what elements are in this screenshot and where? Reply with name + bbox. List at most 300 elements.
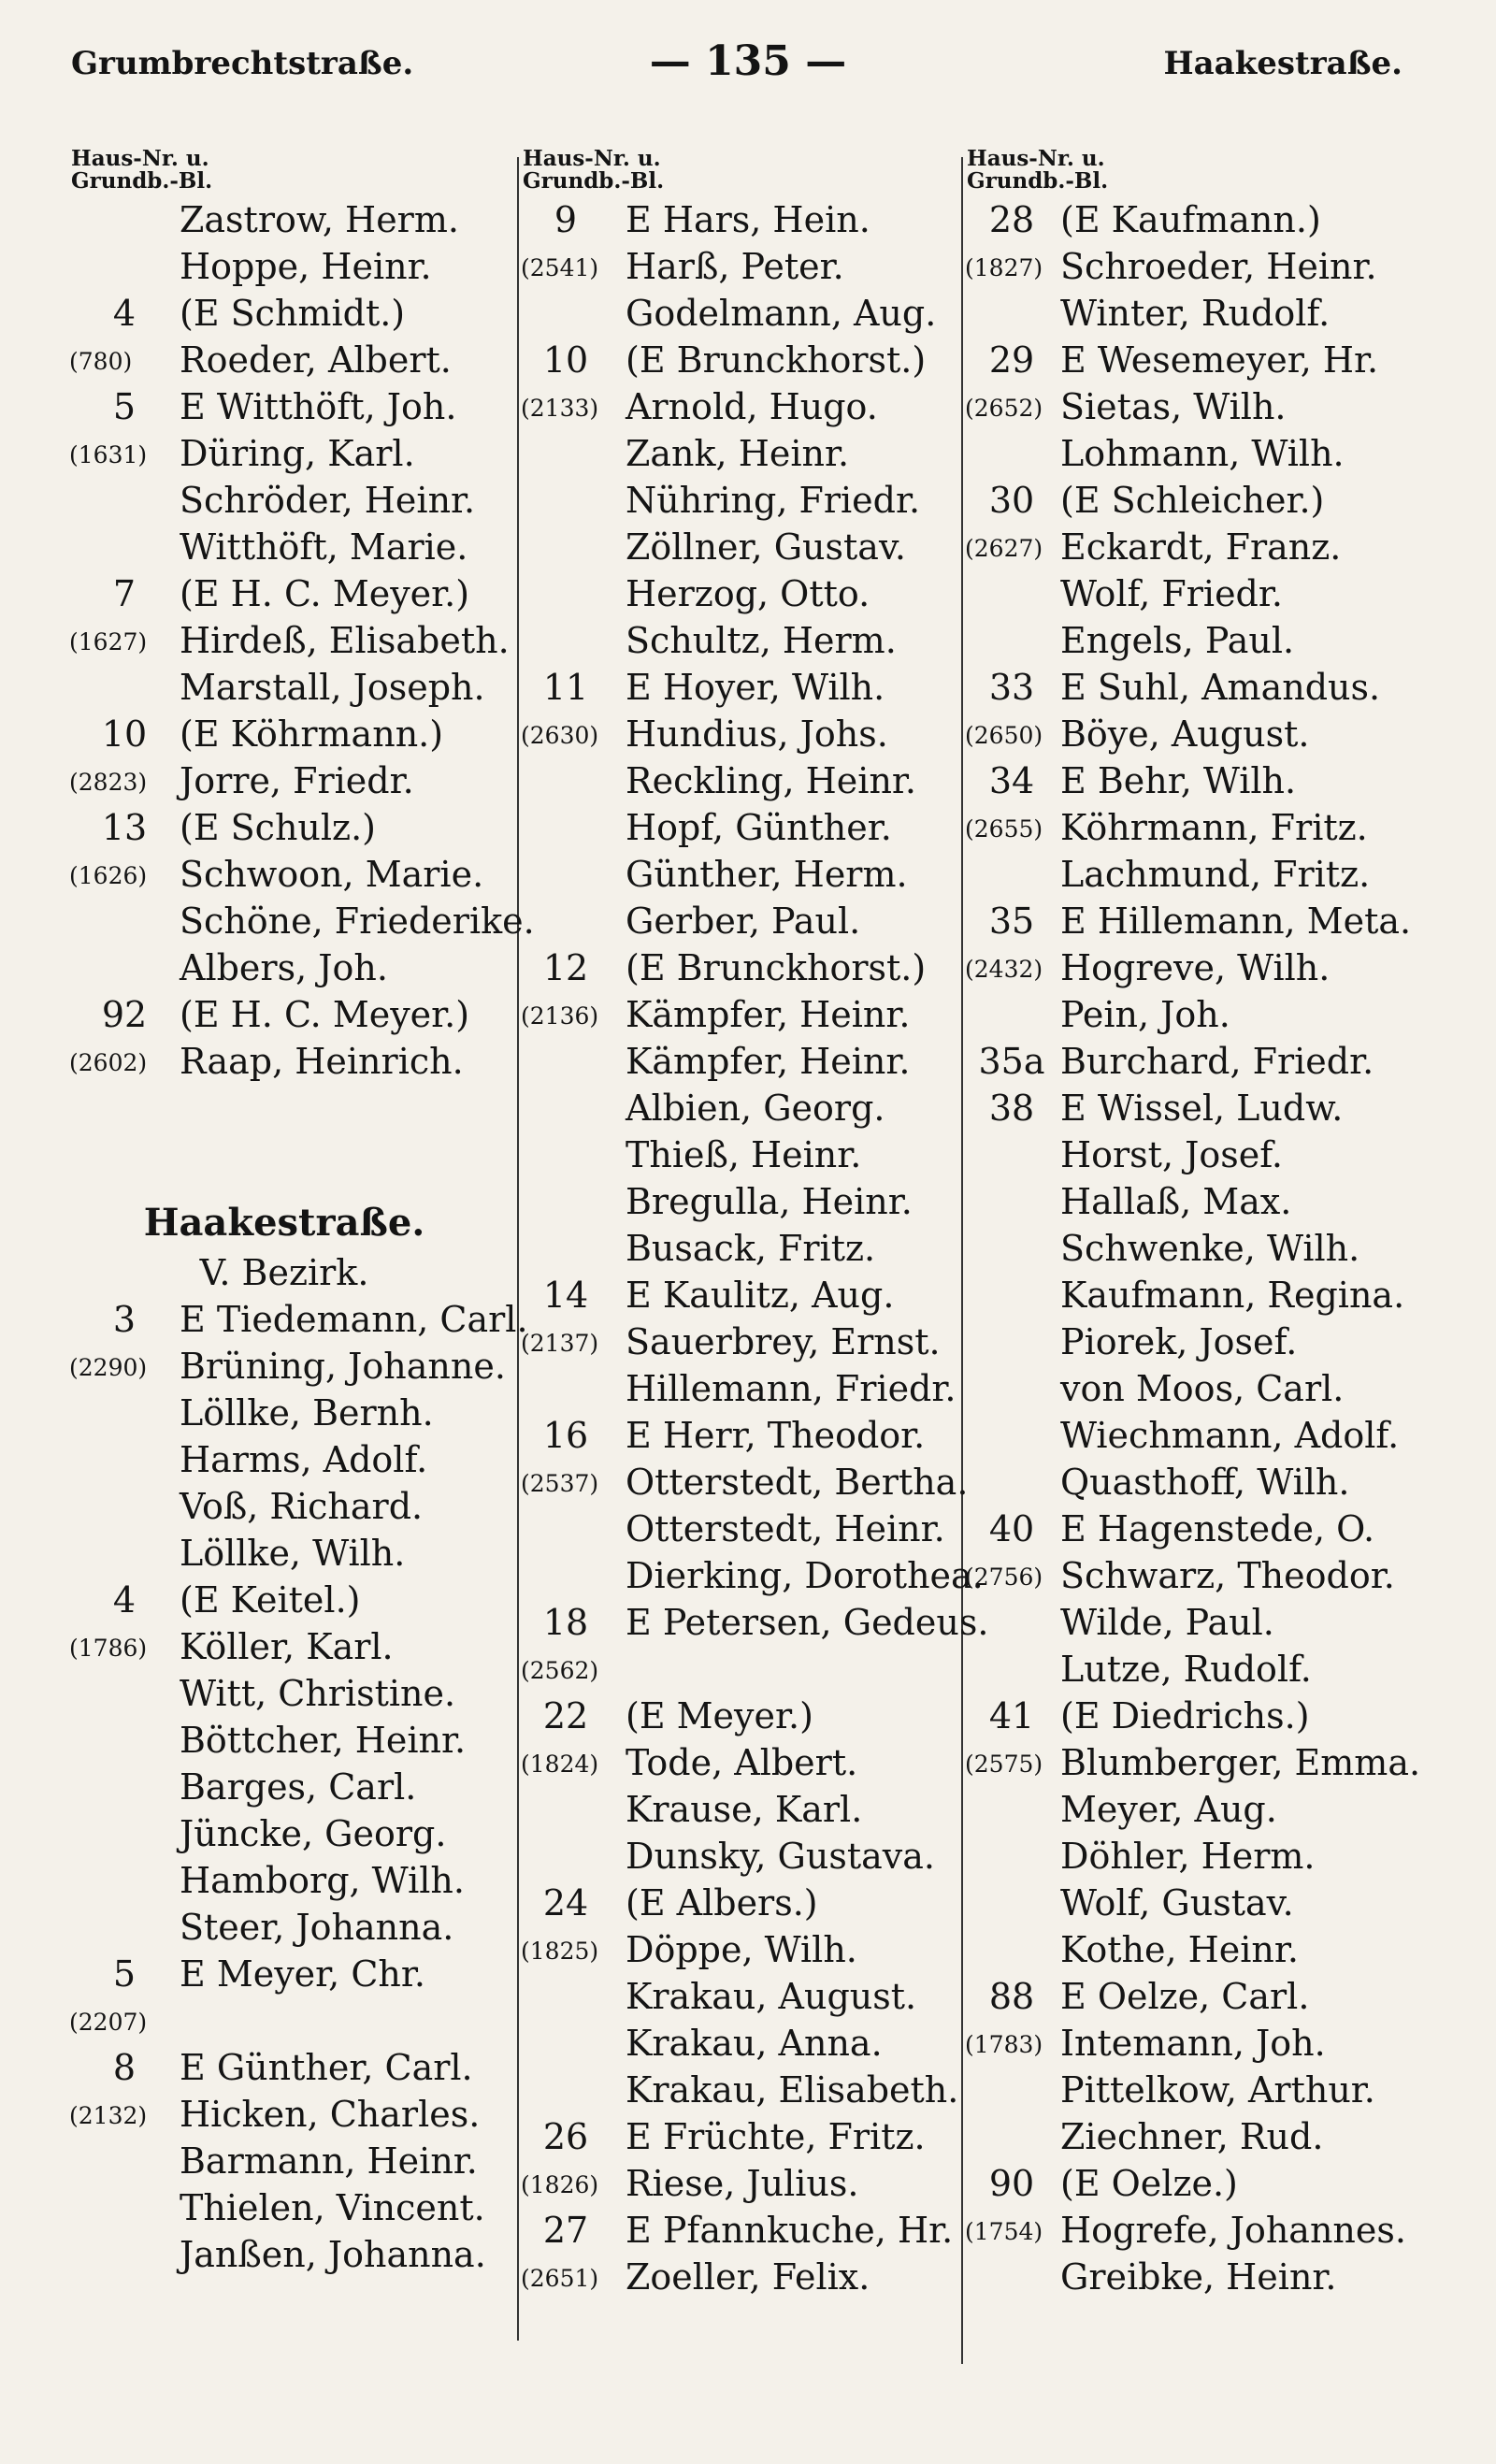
land-register-number: (1825) [521,1938,599,1965]
resident-name: Otterstedt, Bertha. [626,1462,969,1503]
resident-name: Schroeder, Heinr. [1060,246,1377,287]
directory-entry [965,664,1451,711]
directory-entry [521,617,979,664]
resident-name: Böttcher, Heinr. [180,1720,467,1761]
resident-name: Sietas, Wilh. [1060,386,1287,427]
land-register-number: (1626) [69,862,148,889]
directory-entry [69,1577,527,1623]
resident-name: E Günther, Carl. [180,2047,473,2088]
resident-name: E Hars, Hein. [626,199,870,240]
directory-entry [69,430,527,477]
directory-entry [521,1131,979,1178]
resident-name: Hogrefe, Johannes. [1060,2210,1406,2251]
house-number: 13 [101,807,148,848]
resident-name: (E Brunckhorst.) [626,339,927,381]
directory-entry [521,2067,979,2113]
directory-entry [69,1390,527,1436]
resident-name: Pittelkow, Arthur. [1060,2069,1375,2111]
directory-entry [521,1459,979,1506]
resident-name: E Tiedemann, Carl. [180,1299,528,1340]
land-register-number: (2655) [965,815,1043,843]
house-number: 35a [978,1041,1045,1082]
house-number: 10 [542,339,589,381]
directory-entry [521,290,979,337]
resident-name: Nühring, Friedr. [626,480,921,521]
resident-name: Roeder, Albert. [180,339,452,381]
resident-name: Krakau, Anna. [626,2023,883,2064]
resident-name: Hicken, Charles. [180,2094,481,2135]
resident-name: Godelmann, Aug. [626,293,937,334]
section-title: Haakestraße. [143,1201,425,1245]
directory-entry [965,757,1451,804]
resident-name: Kothe, Heinr. [1060,1929,1299,1970]
directory-entry [69,570,527,617]
land-register-number: (2537) [521,1470,599,1497]
resident-name: Raap, Heinrich. [180,1041,464,1082]
land-register-number: (780) [69,348,133,375]
page-number: — 135 — [649,37,847,85]
directory-entry [965,337,1451,383]
directory-entry [69,2184,527,2231]
directory-entry [965,1178,1451,1225]
house-number: 11 [542,667,589,708]
directory-entry [965,2207,1451,2254]
resident-name: Löllke, Wilh. [180,1533,406,1574]
resident-name: Harms, Adolf. [180,1439,428,1480]
directory-entry [521,2113,979,2160]
resident-name: E Oelze, Carl. [1060,1976,1310,2017]
directory-entry [69,524,527,570]
resident-name: (E Meyer.) [626,1695,813,1736]
directory-entry [69,1530,527,1577]
directory-entry [521,1739,979,1786]
resident-name: Riese, Julius. [626,2163,859,2204]
resident-name: Dunsky, Gustava. [626,1836,935,1877]
directory-entry [521,1552,984,1599]
directory-entry [521,2020,979,2067]
directory-entry [521,1225,979,1272]
land-register-number: (2627) [965,535,1043,562]
resident-name: Böye, August. [1060,713,1310,755]
land-register-number: (2756) [965,1563,1043,1591]
resident-name: Köller, Karl. [180,1626,394,1667]
directory-entry [521,1506,979,1552]
directory-entry [521,1365,979,1412]
resident-name: (E Oelze.) [1060,2163,1238,2204]
house-number: 30 [988,480,1035,521]
resident-name: Wilde, Paul. [1060,1602,1274,1643]
house-number: 26 [542,2116,589,2157]
land-register-number: (2132) [69,2102,148,2129]
resident-name: Thielen, Vincent. [180,2187,485,2228]
resident-name: von Moos, Carl. [1060,1368,1345,1409]
house-number: 28 [988,199,1035,240]
resident-name: Witthöft, Marie. [180,526,468,568]
resident-name: E Herr, Theodor. [626,1415,926,1456]
directory-entry [69,1764,527,1810]
land-register-number: (2650) [965,722,1043,749]
resident-name: E Meyer, Chr. [180,1953,425,1995]
directory-entry [521,1318,979,1365]
land-register-number: (2136) [521,1002,599,1030]
directory-entry [69,898,535,944]
house-number: 8 [112,2047,137,2088]
directory-entry [521,1272,979,1318]
house-number: 34 [988,760,1035,801]
directory-entry [521,196,979,243]
resident-name: Hirdeß, Elisabeth. [180,620,510,661]
directory-entry [521,1085,979,1131]
column-header: Haus-Nr. u. Grundb.-Bl. [967,146,1109,194]
resident-name: Günther, Herm. [626,854,908,895]
column-3 [965,148,1451,2300]
resident-name: (E Diedrichs.) [1060,1695,1310,1736]
resident-name: Ziechner, Rud. [1060,2116,1324,2157]
directory-entry [521,804,979,851]
directory-entry [965,1365,1451,1412]
resident-name: E Witthöft, Joh. [180,386,457,427]
entry-list [69,1296,527,2278]
directory-entry [965,290,1451,337]
resident-name: Schröder, Heinr. [180,480,476,521]
land-register-number: (2652) [965,395,1043,422]
land-register-number: (2207) [69,2009,148,2036]
resident-name: Quasthoff, Wilh. [1060,1462,1350,1503]
resident-name: Albien, Georg. [626,1088,885,1129]
directory-entry [69,1997,527,2044]
directory-entry [965,1599,1451,1646]
land-register-number: (2290) [69,1354,148,1381]
resident-name: Wolf, Friedr. [1060,573,1283,614]
resident-name: Hogreve, Wilh. [1060,947,1331,988]
directory-entry [521,1833,979,1880]
directory-entry [69,1857,527,1904]
directory-entry [69,1038,527,1085]
directory-entry [965,1693,1451,1739]
directory-entry [69,757,527,804]
directory-entry [965,1318,1451,1365]
land-register-number: (1754) [965,2218,1043,2245]
directory-entry [69,2138,527,2184]
resident-name: (E Köhrmann.) [180,713,444,755]
directory-entry [69,1904,527,1951]
resident-name: Hallaß, Max. [1060,1181,1292,1222]
house-number: 9 [554,199,578,240]
directory-entry [69,851,527,898]
house-number: 12 [542,947,589,988]
house-number: 29 [988,339,1035,381]
resident-name: Löllke, Bernh. [180,1392,434,1434]
resident-name: (E Brunckhorst.) [626,947,927,988]
directory-entry [521,1693,979,1739]
resident-name: Voß, Richard. [180,1486,424,1527]
resident-name: (E H. C. Meyer.) [180,573,470,614]
resident-name: Kämpfer, Heinr. [626,994,911,1035]
directory-entry [965,1739,1451,1786]
resident-name: E Hoyer, Wilh. [626,667,885,708]
directory-entry [965,617,1451,664]
resident-name: Brüning, Johanne. [180,1346,506,1387]
directory-entry [521,477,979,524]
directory-entry [521,383,979,430]
directory-entry [521,524,979,570]
resident-name: Albers, Joh. [180,947,388,988]
resident-name: Gerber, Paul. [626,901,861,942]
directory-entry [521,1926,979,1973]
resident-name: Meyer, Aug. [1060,1789,1277,1830]
house-number: 7 [112,573,137,614]
entry-list [965,196,1451,2300]
directory-entry [521,757,979,804]
resident-name: Blumberger, Emma. [1060,1742,1421,1783]
directory-entry [521,944,979,991]
directory-entry [965,711,1451,757]
directory-entry [69,1296,527,1343]
land-register-number: (1627) [69,628,148,656]
directory-entry [521,1973,979,2020]
resident-name: Otterstedt, Heinr. [626,1508,945,1549]
land-register-number: (2432) [965,956,1043,983]
house-number: 5 [112,1953,137,1995]
land-register-number: (1826) [521,2171,599,2198]
directory-entry [965,1038,1451,1085]
house-number: 5 [112,386,137,427]
directory-entry [965,1786,1451,1833]
resident-name: E Früchte, Fritz. [626,2116,926,2157]
resident-name: Schwarz, Theodor. [1060,1555,1395,1596]
land-register-number: (2651) [521,2265,599,2292]
directory-entry [965,1412,1451,1459]
resident-name: (E Schleicher.) [1060,480,1325,521]
directory-entry [965,1085,1451,1131]
directory-entry [521,1599,989,1646]
directory-entry [965,477,1451,524]
house-number: 16 [542,1415,589,1456]
house-number: 88 [988,1976,1035,2017]
directory-entry [965,196,1451,243]
resident-name: Barmann, Heinr. [180,2140,478,2182]
resident-name: Zastrow, Herm. [180,199,459,240]
directory-entry [521,664,979,711]
resident-name: Piorek, Josef. [1060,1321,1298,1362]
directory-entry [965,804,1451,851]
resident-name: Thieß, Heinr. [626,1134,862,1175]
directory-entry [965,1926,1451,1973]
resident-name: Hamborg, Wilh. [180,1860,465,1901]
directory-entry [965,1880,1451,1926]
directory-entry [69,617,527,664]
directory-entry [69,337,527,383]
directory-entry [69,477,527,524]
resident-name: Wolf, Gustav. [1060,1882,1294,1924]
resident-name: Eckardt, Franz. [1060,526,1342,568]
resident-name: E Suhl, Amandus. [1060,667,1381,708]
resident-name: Witt, Christine. [180,1673,456,1714]
house-number: 22 [542,1695,589,1736]
resident-name: Tode, Albert. [626,1742,858,1783]
resident-name: Hillemann, Friedr. [626,1368,957,1409]
entry-list [69,196,535,1085]
directory-entry [521,898,979,944]
resident-name: Hoppe, Heinr. [180,246,432,287]
house-number: 38 [988,1088,1035,1129]
resident-name: Intemann, Joh. [1060,2023,1326,2064]
resident-name: (E Keitel.) [180,1579,361,1621]
column-1 [69,146,535,2278]
resident-name: Reckling, Heinr. [626,760,916,801]
directory-entry [965,243,1451,290]
directory-entry [965,898,1451,944]
directory-entry [69,243,527,290]
directory-entry [69,196,527,243]
resident-name: Lachmund, Fritz. [1060,854,1371,895]
directory-entry [521,711,979,757]
resident-name: Steer, Johanna. [180,1907,454,1948]
resident-name: E Petersen, Gedeus. [626,1602,989,1643]
directory-entry [521,1178,979,1225]
directory-entry [965,2254,1451,2300]
directory-entry [521,2254,979,2300]
house-number: 24 [542,1882,589,1924]
resident-name: E Pfannkuche, Hr. [626,2210,954,2251]
resident-name: Herzog, Otto. [626,573,870,614]
column-header: Haus-Nr. u. Grundb.-Bl. [523,146,665,194]
resident-name: Lutze, Rudolf. [1060,1649,1312,1690]
directory-entry [965,2160,1451,2207]
directory-entry [521,243,979,290]
directory-entry [521,1646,979,1693]
directory-entry [69,383,527,430]
directory-entry [965,2067,1451,2113]
directory-entry [521,2160,979,2207]
directory-entry [521,337,979,383]
resident-name: Döhler, Herm. [1060,1836,1316,1877]
land-register-number: (1827) [965,254,1043,281]
land-register-number: (1631) [69,441,148,468]
resident-name: Lohmann, Wilh. [1060,433,1345,474]
resident-name: Schöne, Friederike. [180,901,535,942]
directory-entry [965,1973,1451,2020]
resident-name: Arnold, Hugo. [626,386,878,427]
house-number: 33 [988,667,1035,708]
directory-entry [521,991,979,1038]
directory-entry [965,1225,1451,1272]
directory-entry [69,2091,527,2138]
resident-name: Marstall, Joseph. [180,667,485,708]
resident-name: Engels, Paul. [1060,620,1295,661]
directory-entry [69,1810,527,1857]
directory-entry [965,1131,1451,1178]
land-register-number: (1783) [965,2031,1043,2058]
resident-name: Krakau, August. [626,1976,917,2017]
land-register-number: (2575) [965,1751,1043,1778]
resident-name: Barges, Carl. [180,1766,417,1808]
resident-name: Greibke, Heinr. [1060,2256,1337,2298]
directory-entry [69,664,527,711]
directory-entry [965,851,1451,898]
resident-name: Hopf, Günther. [626,807,892,848]
directory-entry [965,1833,1451,1880]
entry-list [521,196,989,2300]
directory-entry [69,711,527,757]
resident-name: (E Schmidt.) [180,293,406,334]
resident-name: E Hagenstede, O. [1060,1508,1375,1549]
directory-entry [965,1552,1451,1599]
house-number: 35 [988,901,1035,942]
resident-name: (E Albers.) [626,1882,818,1924]
directory-entry [69,1436,527,1483]
section-subtitle: V. Bezirk. [199,1252,369,1293]
directory-entry [521,1038,979,1085]
directory-entry [521,1880,979,1926]
directory-entry [965,1506,1451,1552]
resident-name: Schultz, Herm. [626,620,897,661]
resident-name: Dierking, Dorothea. [626,1555,984,1596]
directory-entry [965,524,1451,570]
directory-entry [965,1272,1451,1318]
directory-entry [965,430,1451,477]
resident-name: Wiechmann, Adolf. [1060,1415,1400,1456]
directory-entry [521,1412,979,1459]
resident-name: Winter, Rudolf. [1060,293,1331,334]
directory-entry [69,1717,527,1764]
directory-entry [521,851,979,898]
resident-name: Bregulla, Heinr. [626,1181,913,1222]
resident-name: E Wesemeyer, Hr. [1060,339,1379,381]
directory-entry [965,944,1451,991]
resident-name: Schwoon, Marie. [180,854,484,895]
directory-entry [965,383,1451,430]
house-number: 40 [988,1508,1035,1549]
resident-name: Jorre, Friedr. [180,760,414,801]
resident-name: Horst, Josef. [1060,1134,1284,1175]
house-number: 4 [112,1579,137,1621]
resident-name: (E Kaufmann.) [1060,199,1321,240]
land-register-number: (2541) [521,254,599,281]
directory-entry [69,1951,527,1997]
resident-name: (E Schulz.) [180,807,376,848]
land-register-number: (2562) [521,1657,599,1684]
directory-entry [69,944,527,991]
resident-name: Döppe, Wilh. [626,1929,857,1970]
land-register-number: (2602) [69,1049,148,1076]
house-number: 14 [542,1275,589,1316]
resident-name: Kämpfer, Heinr. [626,1041,911,1082]
house-number: 3 [112,1299,137,1340]
running-head-right: Haakestraße. [1163,45,1402,82]
directory-entry [69,991,527,1038]
house-number: 18 [542,1602,589,1643]
resident-name: Pein, Joh. [1060,994,1230,1035]
directory-entry [521,570,979,617]
resident-name: Zöllner, Gustav. [626,526,906,568]
house-number: 90 [988,2163,1035,2204]
resident-name: Düring, Karl. [180,433,415,474]
land-register-number: (2823) [69,769,148,796]
directory-entry [69,1670,527,1717]
land-register-number: (1786) [69,1635,148,1662]
resident-name: Krause, Karl. [626,1789,863,1830]
resident-name: Kaufmann, Regina. [1060,1275,1405,1316]
directory-entry [965,1459,1451,1506]
directory-entry [69,2231,527,2278]
column-header: Haus-Nr. u. Grundb.-Bl. [71,146,213,194]
directory-entry [965,1646,1451,1693]
resident-name: E Wissel, Ludw. [1060,1088,1344,1129]
land-register-number: (2137) [521,1330,599,1357]
resident-name: Jüncke, Georg. [180,1813,447,1854]
resident-name: Busack, Fritz. [626,1228,876,1269]
